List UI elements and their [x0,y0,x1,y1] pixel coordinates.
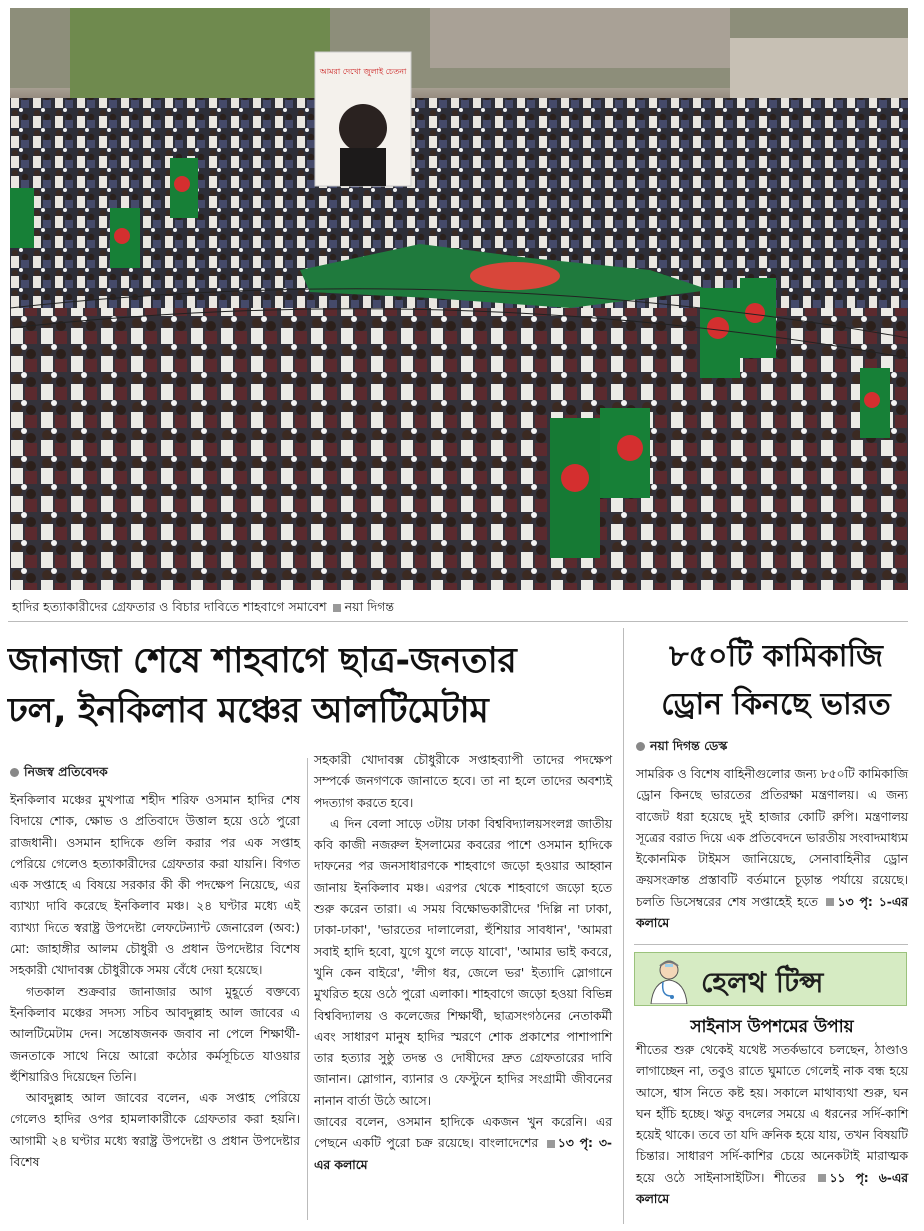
caption-source: নয়া দিগন্ত [344,599,395,614]
main-headline-line1: জানাজা শেষে শাহবাগে ছাত্র-জনতার [8,641,517,681]
rally-photo [10,8,908,590]
health-banner-text: হেলথ টিপ্স [701,966,824,999]
side-body [636,764,908,934]
side-headline [636,633,916,729]
paragraph: সহকারী খোদাবক্স চৌধুরীকে সপ্তাহব্যাপী তাদের পদক্ষেপ সম্পর্কে জনগণকে জানাতে হবে। তা না হলে তাদের অবশ্যই পদত্যাগ করতে হবে। [314,753,612,810]
paragraph: সামরিক ও বিশেষ বাহিনীগুলোর জন্য ৮৫০টি কামিকাজি ড্রোন কিনছে ভারতের প্রতিরক্ষা মন্ত্রণালয়। এ জন্য বাজেট ধরা হয়েছে দুই হাজার কোটি রুপি। মন্ত্রণালয় সূত্রের বরাত দিয়ে এক প্রতিবেদনে ভারতীয় সংবাদমাধ্যম ইকোনমিক টাইমস জানিয়েছে, সেনাবাহিনীর ড্রোন ক্রয়সংক্রান্ত প্রস্তাবটি বর্তমানে চূড়ান্ত পর্যায়ে রয়েছে। চলতি ডিসেম্বরের শেষ সপ্তাহেই হতে [636,767,908,909]
health-headline: সাইনাস উপশমের উপায় [690,1017,854,1037]
doctor-icon [641,956,697,1004]
column-divider [307,758,308,1220]
poster-text: আমরা দেখো জুলাই চেতনা [319,67,407,76]
side-byline [636,738,727,758]
jump-square-icon [818,1174,826,1182]
side-jump-text: ১৩ পৃ: ১-এর কলামে [636,894,908,931]
health-jump-text: ১১ পৃ: ৬-এর কলামে [636,1170,908,1207]
divider-top [8,621,908,622]
paragraph: আবদুল্লাহ আল জাবের বলেন, এক সপ্তাহ পেরিয়ে গেলেও হাদির ওপর হামলাকারীকে গ্রেফতার করা হয়নি। আগামী ২৪ ঘণ্টার মধ্যে স্বরাষ্ট্র উপদেষ্টা ও প্রধান উপদেষ্টার বিশেষ [10,1091,300,1170]
main-col-2 [314,750,612,1176]
caption-square-icon [333,604,341,612]
photo-caption [12,599,394,619]
bullet-icon [10,768,19,777]
divider-health [634,944,908,945]
main-byline-text: নিজস্ব প্রতিবেদক [24,764,108,779]
main-jump-text: ১৩ পৃ: ৩-এর কলামে [314,1136,612,1172]
paragraph: শীতের শুরু থেকেই যথেষ্ট সতর্কভাবে চলছেন, ঠাণ্ডাও লাগাচ্ছেন না, তবুও রাতে ঘুমাতে গেলেই নাক বন্ধ হয়ে আসে, শ্বাস নিতে কষ্ট হয়। সকালে মাথাব্যথা শুরু, ঘন ঘন হাঁচি হচ্ছে। ঋতু বদলের সময়ে এ ধরনের সর্দি-কাশি হয়েই থাকে। তবে তা যদি ক্রনিক হয়ে যায়, তখন বিষয়টি চিন্তার। সাধারণ সর্দি-কাশির চেয়ে অনেকটাই মারাত্মক হয়ে ওঠে সাইনাসাইটিস। শীতের [636,1043,908,1185]
jump-square-icon [547,1140,555,1148]
health-body [636,1040,908,1210]
side-headline-line1: ৮৫০টি কামিকাজি [669,639,883,674]
jump-square-icon [826,898,834,906]
main-col-1 [10,790,300,1173]
paragraph: এ দিন বেলা সাড়ে ৩টায় ঢাকা বিশ্ববিদ্যালয়সংলগ্ন জাতীয় কবি কাজী নজরুল ইসলামের কবরের পাশে ওসমান হাদিকে দাফনের পর জনসাধারণকে শাহবাগে জড়ো হওয়ার আহ্বান জানায় ইনকিলাব মঞ্চ। এরপর থেকে শাহবাগে জড়ো হতে শুরু করেন তারা। এ সময় বিক্ষোভকারীদের 'দিল্লি না ঢাকা, ঢাকা-ঢাকা', 'ভারতের দালালেরা, হুঁশিয়ার সাবধান', 'আমরা সবাই হাদি হবো, যুগে যুগে লড়ে যাবো', 'আমার ভাই কবরে, খুনি কেন বাইরে', 'লীগ ধর, জেলে ভর' ইত্যাদি স্লোগানে মুখরিত হয়ে ওঠে পুরো এলাকা। শাহবাগে জড়ো হওয়া বিভিন্ন বিশ্ববিদ্যালয় ও কলেজের শিক্ষার্থী, ছাত্রসংগঠনের নেতাকর্মী এবং সাধারণ মানুষ হাদির স্মরণে শোক প্রকাশের পাশাপাশি তার হত্যার সুষ্ঠু তদন্ত ও দোষীদের দ্রুত গ্রেফতারের দাবি জানান। স্লোগান, ব্যানার ও ফেস্টুনে হাদির সংগ্রামী জীবনের নানান বার্তা উঠে আসে। [314,816,612,1108]
crowd-illustration [10,8,908,590]
paragraph: গতকাল শুক্রবার জানাজার আগ মুহূর্তে বক্তব্যে ইনকিলাব মঞ্চের সদস্য সচিব আবদুল্লাহ আল জাবের এ আলটিমেটাম দেন। সন্তোষজনক জবাব না পেলে শিক্ষার্থী-জনতাকে সাথে নিয়ে আরো কঠোর কর্মসূচিতে যাওয়ার হুঁশিয়ারিও দিয়েছেন তিনি। [10,984,300,1084]
bullet-icon [636,742,645,751]
side-headline-line2: ড্রোন কিনছে ভারত [661,687,891,722]
paragraph: জাবের বলেন, ওসমান হাদিকে একজন খুন করেনি। এর পেছনে একটি পুরো চক্র রয়েছে। বাংলাদেশের [314,1115,612,1151]
caption-text: হাদির হত্যাকারীদের গ্রেফতার ও বিচার দাবিতে শাহবাগে সমাবেশ [12,599,327,614]
health-tips-banner [634,952,907,1006]
side-byline-text: নয়া দিগন্ত ডেস্ক [650,738,728,753]
main-headline [8,636,608,736]
divider-side [623,628,624,1224]
paragraph: ইনকিলাব মঞ্চের মুখপাত্র শহীদ শরিফ ওসমান হাদির শেষ বিদায়ে শোক, ক্ষোভ ও প্রতিবাদে উত্তাল হয়ে ওঠে পুরো রাজধানী। ওসমান হাদিকে গুলি করার পর এক সপ্তাহ পেরিয়ে গেলেও হত্যাকারীদের গ্রেফতার করা যায়নি। বিগত এক সপ্তাহে এ বিষয়ে সরকার কী কী পদক্ষেপ নিয়েছে, এর ব্যাখ্যা দাবি করেছে ইনকিলাব মঞ্চ। ২৪ ঘণ্টার মধ্যে এই ব্যাখ্যা দিতে স্বরাষ্ট্র উপদেষ্টা লেফটেন্যান্ট জেনারেল (অব:) মো: জাহাঙ্গীর আলম চৌধুরী ও প্রধান উপদেষ্টার বিশেষ সহকারী খোদাবক্স চৌধুরীকে সময় বেঁধে দেয়া হয়েছে। [10,793,300,978]
main-byline [10,764,108,784]
main-headline-line2: ঢল, ইনকিলাব মঞ্চের আলটিমেটাম [8,691,489,731]
